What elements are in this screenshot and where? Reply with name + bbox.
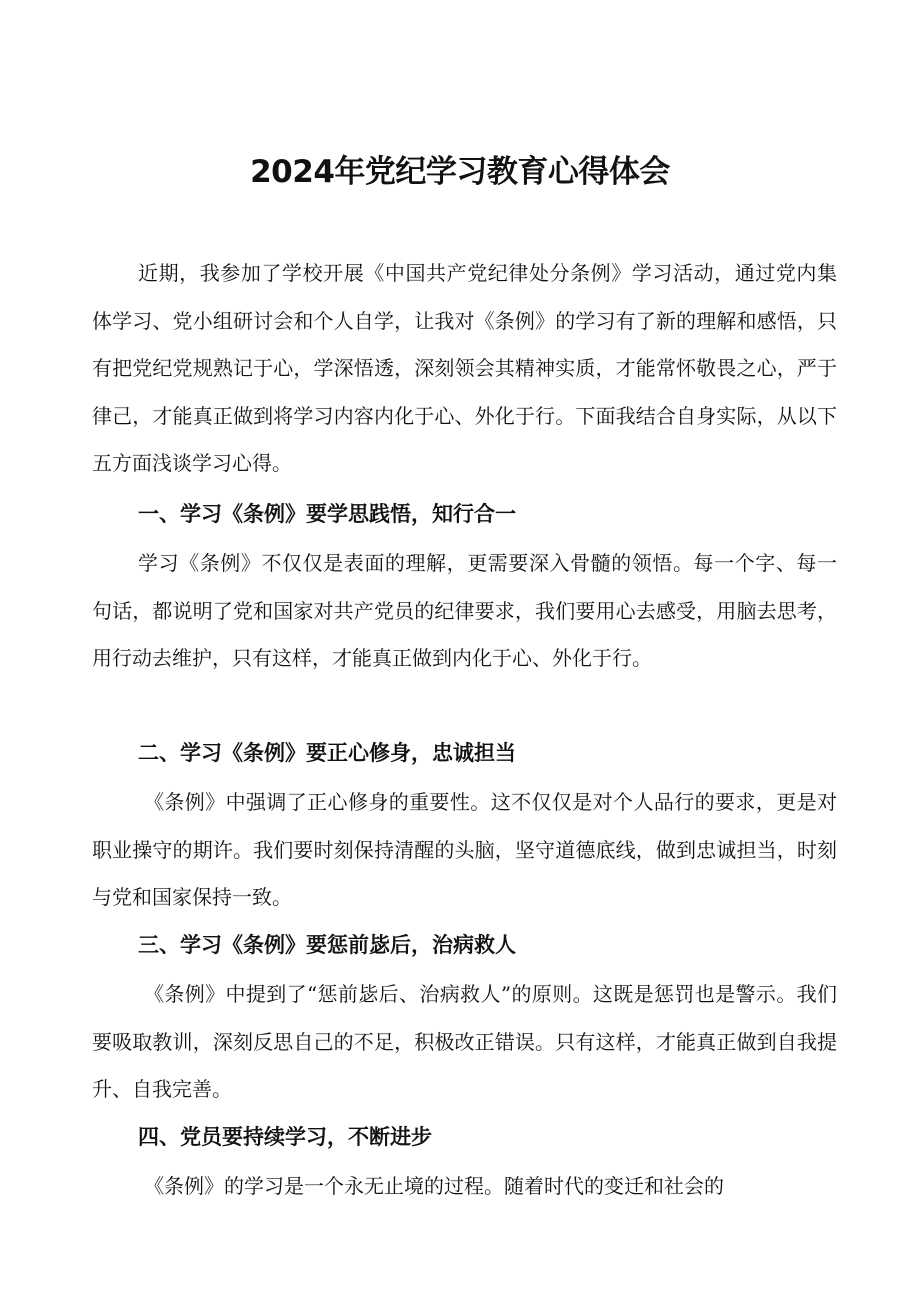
section-heading-3: 三、学习《条例》要惩前毖后，治病救人 (138, 933, 516, 957)
intro-paragraph: 近期，我参加了学校开展《中国共产党纪律处分条例》学习活动，通过党内集体学习、党小组研讨会和个人自学，让我对《条例》的学习有了新的理解和感悟，只有把党纪党规熟记于心，学深悟透，深刻领会其精神实质，才能常怀敬畏之心，严于律己，才能真正做到将学习内容内化于心、外化于行。下面我结合自身实际，从以下五方面浅谈学习心得。 (92, 261, 837, 476)
section-3-paragraph: 《条例》中提到了“惩前毖后、治病救人”的原则。这既是惩罚也是警示。我们要吸取教训，深刻反思自己的不足，积极改正错误。只有这样，才能真正做到自我提升、自我完善。 (92, 982, 837, 1102)
section-heading-4: 四、党员要持续学习，不断进步 (138, 1125, 432, 1149)
section-2-paragraph: 《条例》中强调了正心修身的重要性。这不仅仅是对个人品行的要求，更是对职业操守的期许。我们要时刻保持清醒的头脑，坚守道德底线，做到忠诚担当，时刻与党和国家保持一致。 (92, 790, 837, 910)
section-4-paragraph: 《条例》的学习是一个永无止境的过程。随着时代的变迁和社会的 (144, 1174, 724, 1198)
document-title: 2024年党纪学习教育心得体会 (250, 154, 670, 190)
section-heading-1: 一、学习《条例》要学思践悟，知行合一 (138, 502, 516, 526)
section-1-paragraph: 学习《条例》不仅仅是表面的理解，更需要深入骨髓的领悟。每一个字、每一句话，都说明了党和国家对共产党员的纪律要求，我们要用心去感受，用脑去思考，用行动去维护，只有这样，才能真正做到内化于心、外化于行。 (92, 551, 837, 671)
section-heading-2: 二、学习《条例》要正心修身，忠诚担当 (138, 741, 516, 765)
